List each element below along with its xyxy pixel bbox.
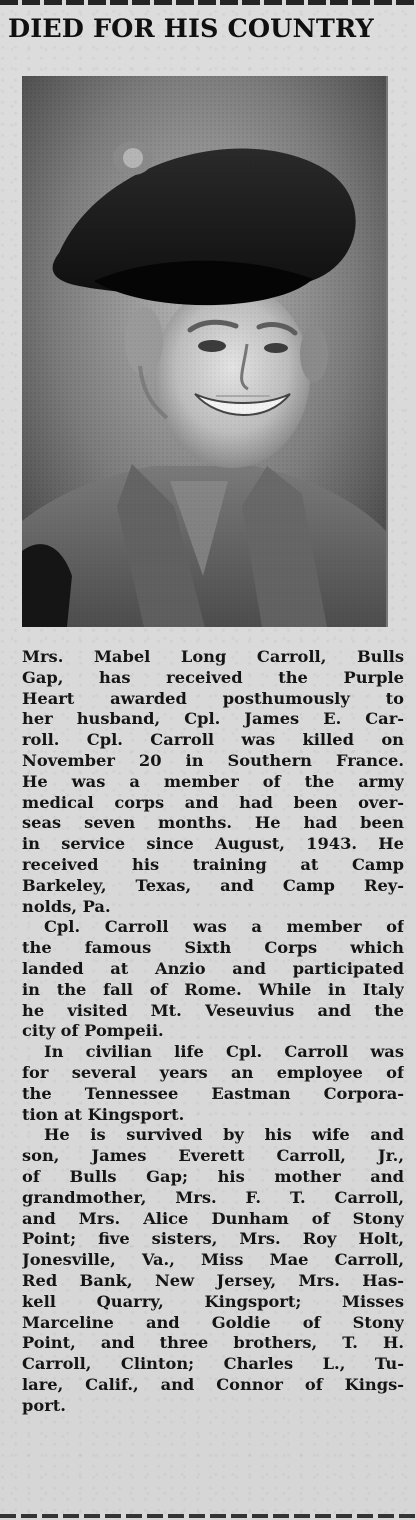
- article-line: seas seven months. He had been: [22, 813, 404, 833]
- bottom-divider: [0, 1514, 416, 1518]
- article-line: son, James Everett Carroll, Jr.,: [22, 1146, 404, 1166]
- article-line: In civilian life Cpl. Carroll was: [44, 1042, 404, 1062]
- article-line: Barkeley, Texas, and Camp Rey-: [22, 875, 404, 895]
- article-line: November 20 in Southern France.: [22, 750, 404, 770]
- article-line: he visited Mt. Veseuvius and the: [22, 1000, 404, 1020]
- article-text: [22, 647, 404, 1416]
- article-line: kell Quarry, Kingsport; Misses: [22, 1291, 404, 1311]
- article-line: nolds, Pa.: [22, 896, 111, 916]
- article-line: Jonesville, Va., Miss Mae Carroll,: [22, 1250, 404, 1270]
- article-line: Marceline and Goldie of Stony: [22, 1312, 404, 1332]
- article-line: the famous Sixth Corps which: [22, 938, 404, 958]
- article-line: of Bulls Gap; his mother and: [22, 1166, 404, 1186]
- article-line: her husband, Cpl. James E. Car-: [22, 709, 404, 729]
- article-line: received his training at Camp: [22, 854, 404, 874]
- article-line: port.: [22, 1395, 66, 1415]
- soldier-portrait-photo: [22, 76, 388, 627]
- article-line: lare, Calif., and Connor of Kings-: [22, 1374, 404, 1394]
- article-line: Gap, has received the Purple: [22, 667, 404, 687]
- article-line: Point, and three brothers, T. H.: [22, 1333, 404, 1353]
- article-line: Point; five sisters, Mrs. Roy Holt,: [22, 1229, 404, 1249]
- article-line: Cpl. Carroll was a member of: [44, 917, 404, 937]
- article-line: Carroll, Clinton; Charles L., Tu-: [22, 1354, 404, 1374]
- article-line: roll. Cpl. Carroll was killed on: [22, 730, 404, 750]
- article-line: in the fall of Rome. While in Italy: [22, 979, 404, 999]
- article-line: Mrs. Mabel Long Carroll, Bulls: [22, 647, 404, 666]
- article-line: tion at Kingsport.: [22, 1104, 185, 1124]
- article-line: landed at Anzio and participated: [22, 958, 404, 978]
- article-line: Red Bank, New Jersey, Mrs. Has-: [22, 1270, 404, 1290]
- article-line: and Mrs. Alice Dunham of Stony: [22, 1208, 404, 1228]
- article-line: city of Pompeii.: [22, 1021, 164, 1041]
- article-line: the Tennessee Eastman Corpora-: [22, 1083, 404, 1103]
- top-divider: [0, 0, 416, 5]
- article-line: He was a member of the army: [22, 771, 404, 791]
- article-line: He is survived by his wife and: [44, 1125, 404, 1145]
- article-line: medical corps and had been over-: [22, 792, 404, 812]
- headline: DIED FOR HIS COUNTRY: [8, 14, 374, 44]
- article-line: for several years an employee of: [22, 1062, 404, 1082]
- article-line: in service since August, 1943. He: [22, 834, 404, 854]
- article-line: grandmother, Mrs. F. T. Carroll,: [22, 1187, 404, 1207]
- article-line: Heart awarded posthumously to: [22, 688, 404, 708]
